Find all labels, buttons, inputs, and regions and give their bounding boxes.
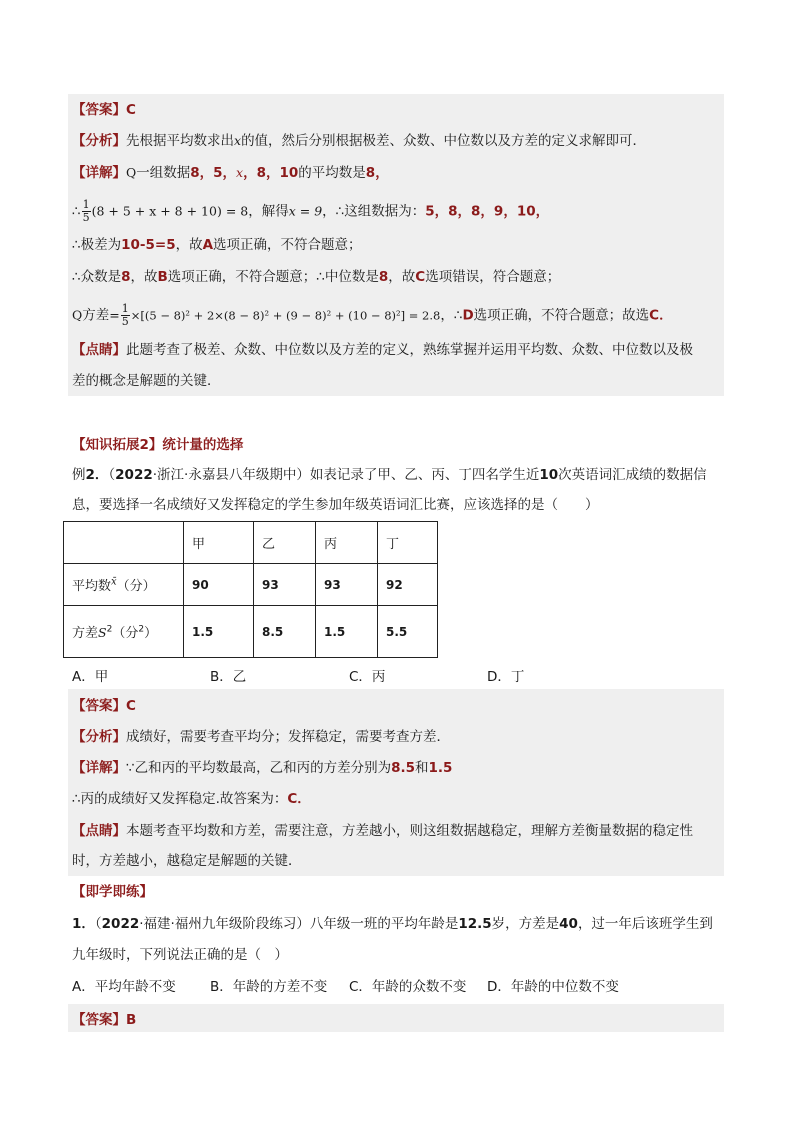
- point-line-1: 【点睛】本题考查平均数和方差，需要注意，方差越小，则这组数据越稳定，理解方差衡量数据的稳定性: [72, 823, 693, 839]
- answer-line: 【答案】B: [72, 1012, 137, 1028]
- table-row: [64, 564, 438, 606]
- section-heading: 【知识拓展2】统计量的选择: [72, 437, 244, 453]
- table-row: [64, 606, 438, 658]
- practice-question-line-2: 九年级时，下列说法正确的是（ ）: [72, 947, 288, 963]
- option-d: D．丁: [487, 669, 525, 685]
- option-c: C．丙: [349, 669, 386, 685]
- point-line-2: 时，方差越小，越稳定是解题的关键．: [72, 853, 302, 869]
- example-2-line-1: 例2．（2022·浙江·永嘉县八年级期中）如表记录了甲、乙、丙、丁四名学生近10次英语词汇成绩的数据信: [72, 467, 707, 483]
- table-cell: 5.5: [378, 606, 438, 658]
- table-cell: 90: [184, 564, 254, 606]
- solution-block-2: [68, 689, 724, 876]
- table-cell: 93: [316, 564, 378, 606]
- example-2-line-2: 息，要选择一名成绩好又发挥稳定的学生参加年级英语词汇比赛，应该选择的是（ ）: [72, 497, 599, 513]
- analysis-line: 【分析】成绩好，需要考查平均分；发挥稳定，需要考查方差．: [72, 729, 450, 745]
- data-table: [63, 521, 438, 658]
- practice-question-line-1: 1．（2022·福建·福州九年级阶段练习）八年级一班的平均年龄是12.5岁，方差是40，过一年后该班学生到: [72, 916, 713, 932]
- practice-heading: 【即学即练】: [72, 884, 153, 900]
- mode-median-line: ∴众数是8，故B选项正确，不符合题意；∴中位数是8，故C选项错误，符合题意；: [72, 269, 561, 285]
- table-header-cell: [64, 522, 184, 564]
- table-cell: 92: [378, 564, 438, 606]
- table-header-cell: 丁: [378, 522, 438, 564]
- table-header-cell: 丙: [316, 522, 378, 564]
- option-b: B．乙: [210, 669, 247, 685]
- table-cell: 1.5: [184, 606, 254, 658]
- table-cell: 8.5: [254, 606, 316, 658]
- point-line-1: 【点睛】此题考查了极差、众数、中位数以及方差的定义，熟练掌握并运用平均数、众数、中位数以及极: [72, 342, 693, 358]
- table-row-label: 平均数$^{x̄}$（分）: [64, 564, 184, 606]
- table-header-cell: 甲: [184, 522, 254, 564]
- practice-option-b: B．年龄的方差不变: [210, 979, 328, 995]
- table-row-label: 方差$S^2$（分$^2$）: [64, 606, 184, 658]
- detail-line: 【详解】Q一组数据8，5，x，8，10的平均数是8，: [72, 165, 389, 181]
- detail-line: 【详解】∵乙和丙的平均数最高，乙和丙的方差分别为8.5和1.5: [72, 760, 453, 776]
- table-cell: 93: [254, 564, 316, 606]
- table-cell: 1.5: [316, 606, 378, 658]
- solution-block-3: [68, 1004, 724, 1032]
- variance-line: Q方差= $\frac{1}{5}$ ×[(5 − 8)² + 2×(8 − 8)² + (9 − 8)² + (10 − 8)²] = 2.8，∴D选项正确，不符合题意；故选C．: [72, 302, 673, 328]
- practice-option-a: A．平均年龄不变: [72, 979, 176, 995]
- table-header-cell: 乙: [254, 522, 316, 564]
- conclusion-line: ∴丙的成绩好又发挥稳定.故答案为：C．: [72, 791, 311, 807]
- point-line-2: 差的概念是解题的关键．: [72, 373, 221, 389]
- answer-line: 【答案】C: [72, 102, 136, 118]
- table-header-row: [64, 522, 438, 564]
- answer-line: 【答案】C: [72, 698, 136, 714]
- option-a: A．甲: [72, 669, 109, 685]
- practice-option-c: C．年龄的众数不变: [349, 979, 467, 995]
- range-line: ∴极差为10-5=5，故A选项正确，不符合题意；: [72, 237, 362, 253]
- mean-equation-line: ∴ $\frac{1}{5}$ (8 + 5 + x + 8 + 10) = 8，解得x = 9，∴这组数据为：5，8，8，9，10，: [72, 198, 550, 224]
- practice-option-d: D．年龄的中位数不变: [487, 979, 619, 995]
- analysis-line: 【分析】先根据平均数求出x的值，然后分别根据极差、众数、中位数以及方差的定义求解即可．: [72, 133, 647, 149]
